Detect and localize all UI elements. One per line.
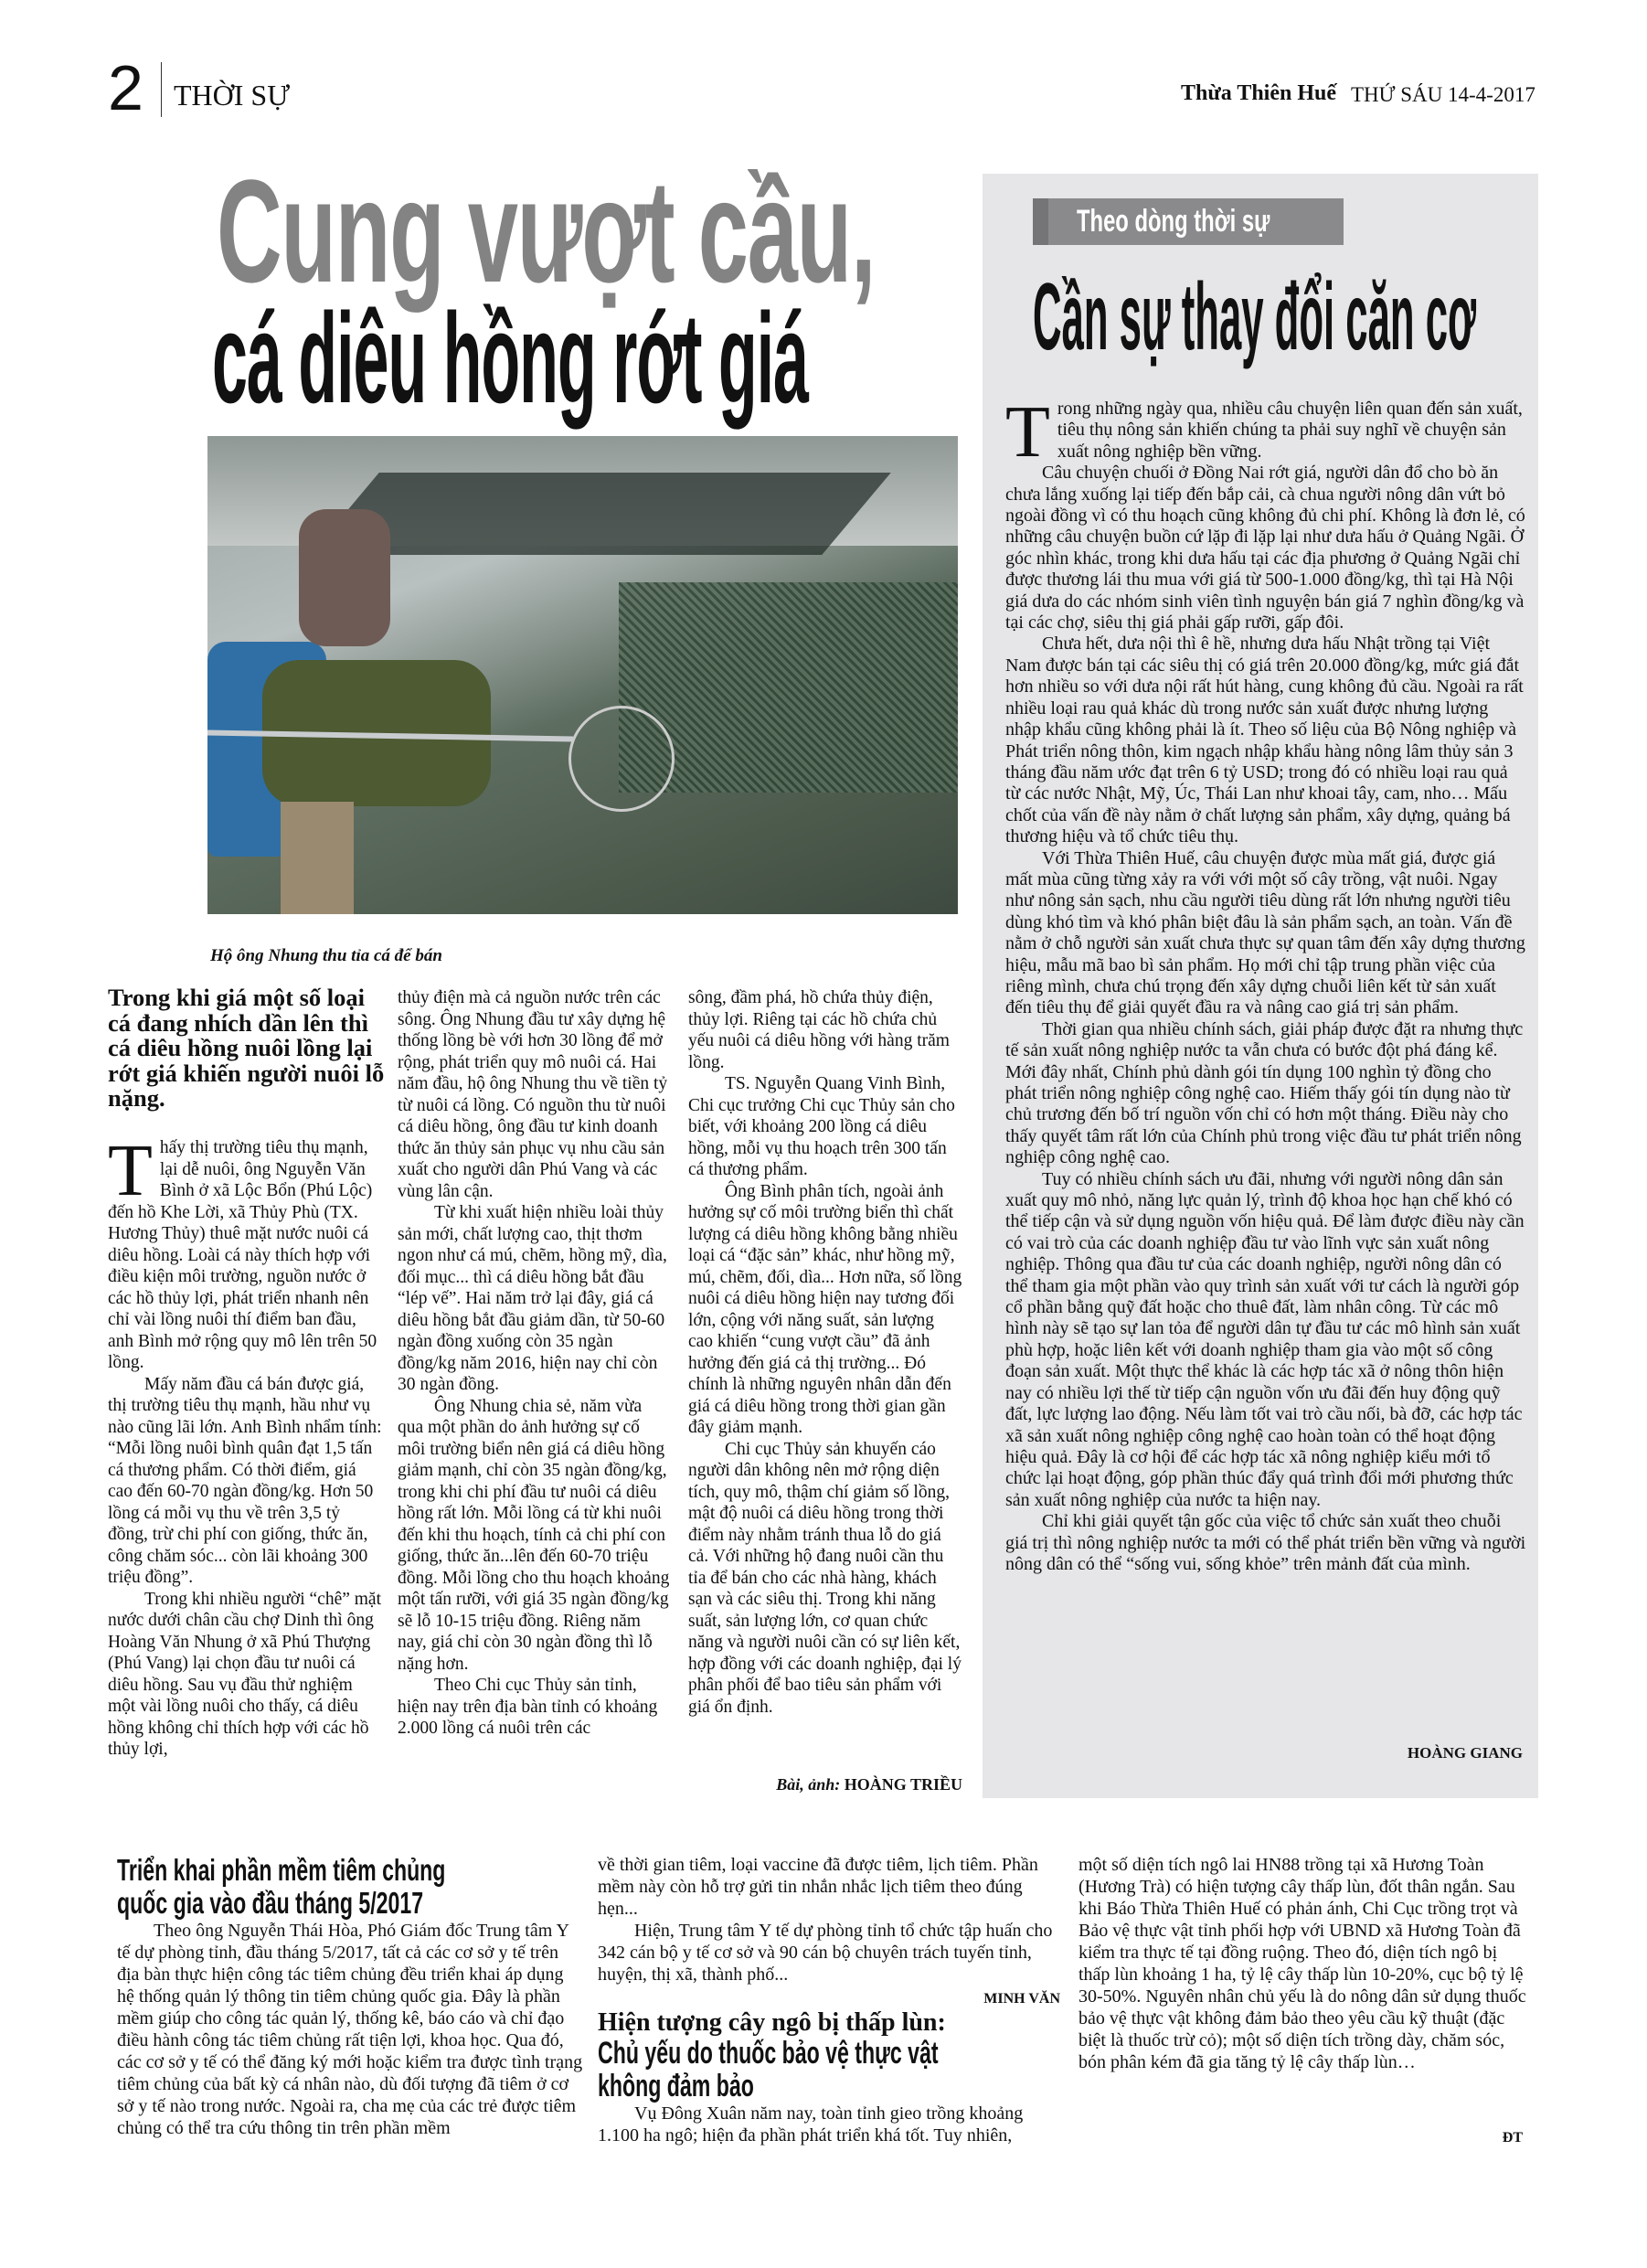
- paragraph-text: Ông Bình phân tích, ngoài ảnh hưởng sự cố môi trường biển thì chất lượng cá diêu hồng không bằng nhiều loại cá “đặc sản” khác, như hồng mỹ, mú, chẽm, đối, dìa... Hơn nữa, số lồng nuôi cá diêu hồng hiện nay tương đối lớn, cộng với năng suất, sản lượng cao khiến “cung vượt cầu” đã ảnh hưởng đến giá cả thị trường... Đó chính là những nguyên nhân dẫn đến giá cá diêu hồng trong thời gian gần đây giảm mạnh.: [688, 1181, 962, 1437]
- brief-paragraph: [598, 2103, 1059, 2146]
- article-paragraph: [688, 987, 962, 1073]
- sidebar-headline-wrap: [1033, 264, 1647, 370]
- paragraph-text: TS. Nguyễn Quang Vinh Bình, Chi cục trưởng Chi cục Thủy sản cho biết, với khoảng 200 lồng cá diêu hồng, mỗi vụ thu hoạch trên 300 tấn cá thương phẩm.: [688, 1074, 955, 1179]
- paragraph-text: Câu chuyện chuối ở Đồng Nai rớt giá, người dân đổ cho bò ăn chưa lắng xuống lại tiếp đến bắp cải, cà chua người nông dân vứt bỏ ngoài đồng vì có thu hoạch cũng không đủ chi phí. Không là đơn lẻ, có những câu chuyện buồn cứ lặp đi lặp lại như dưa hấu ở Quảng Ngãi. Ở góc nhìn khác, trong khi dưa hấu tại các địa phương ở Quảng Ngãi chỉ được thương lái thu mua với giá từ 500-1.000 đồng/kg, thì tại Hà Nội giá dưa do các nhóm sinh viên tình nguyện bán giá 7 nghìn đồng/kg và tại các chợ, siêu thị giá phải gấp rưỡi, gấp đôi.: [1005, 463, 1525, 634]
- brief1-headline-wrap: [117, 1854, 592, 1920]
- section-name: THỜI SỰ: [174, 79, 291, 112]
- paragraph-text: sông, đầm phá, hồ chứa thủy điện, thủy lợi. Riêng tại các hồ chứa chủ yếu nuôi cá diêu hồng với hàng trăm lồng.: [688, 988, 950, 1072]
- paragraph-text: rong những ngày qua, nhiều câu chuyện liên quan đến sản xuất, tiêu thụ nông sản khiến chúng ta phải suy nghĩ về chuyện sản xuất nông nghiệp bền vững.: [1057, 399, 1523, 462]
- brief2-headline-wrap: [598, 2037, 1059, 2103]
- paragraph-text: Vụ Đông Xuân năm nay, toàn tỉnh gieo trồng khoảng 1.100 ha ngô; hiện đa phần phát triển khá tốt. Tuy nhiên,: [598, 2103, 1024, 2146]
- sidebar-paragraph: [1005, 392, 1526, 473]
- paragraph-text: Theo ông Nguyễn Thái Hòa, Phó Giám đốc Trung tâm Y tế dự phòng tỉnh, đầu tháng 5/2017, tất cả các cơ sở y tế trên địa bàn thực hiện công tác tiêm chủng đều triển khai áp dụng hệ thống quản lý thông tin tiêm chủng quốc gia. Đây là phần mềm giúp cho công tác quản lý, thống kê, báo cáo và chỉ đạo điều hành công tác tiêm chủng rất tiện lợi, khoa học. Qua đó, các cơ sở y tế có thể đăng ký mới hoặc kiểm tra được tình trạng tiêm chủng của bất kỳ cá nhân nào, dù đối tượng đã tiêm ở cơ sở y tế nào trong nước. Ngoài ra, cha mẹ của các trẻ được tiêm chủng có thể tra cứu thông tin trên phần mềm: [117, 1921, 583, 2138]
- paragraph-text: Tuy có nhiều chính sách ưu đãi, nhưng với người nông dân sản xuất quy mô nhỏ, năng lực quản lý, trình độ khoa học hạn chế khó có thể tiếp cận và sử dụng nguồn vốn hiệu quả. Để làm được điều này cần có vai trò của các doanh nghiệp đầu tư vào lĩnh vực sản xuất nông nghiệp. Thông qua đầu tư của các doanh nghiệp, người nông dân có thể tham gia một phần vào quy trình sản xuất với tư cách là người góp cổ phần bằng quỹ đất hoặc cho thuê đất, làm nhân công. Từ các mô hình này sẽ tạo sự lan tỏa để người dân tự đầu tư các mô hình sản xuất phù hợp, hoặc liên kết với doanh nghiệp tham gia vào một số công đoạn sản xuất. Một thực thể khác là các hợp tác xã ở nông thôn hiện nay có nhiều lợi thế từ tiếp cận nguồn vốn ưu đãi đến huy động quỹ đất, lực lượng lao động. Nếu làm tốt vai trò cầu nối, bà đỡ, các hợp tác xã sản xuất nông nghiệp công nghệ cao hoàn toàn có thể hoạt động hiệu quả. Đây là cơ hội để các hợp tác xã nông nghiệp kiểu mới tổ chức lại hoạt động, góp phần thúc đẩy quá trình đổi mới phương thức sản xuất nông nghiệp của nước ta hiện nay.: [1005, 1168, 1525, 1510]
- sidebar-paragraph: [1005, 463, 1526, 634]
- sidebar-paragraph: [1005, 1169, 1526, 1512]
- paragraph-text: hấy thị trường tiêu thụ mạnh, lại dễ nuôi, ông Nguyễn Văn Bình ở xã Lộc Bổn (Phú Lộc) đến hồ Khe Lời, xã Thủy Phù (TX. Hương Thủy) thuê mặt nước nuôi cá diêu hồng. Loài cá này thích hợp với điều kiện môi trường, nguồn nước ở các hồ thủy lợi, phát triển nhanh nên chỉ vài lồng nuôi thí điểm ban đầu, anh Bình mở rộng quy mô lên trên 50 lồng.: [108, 1138, 377, 1372]
- photo-caption: Hộ ông Nhung thu tỉa cá để bán: [210, 946, 442, 965]
- brief-paragraph: [598, 1854, 1059, 1920]
- paragraph-text: một số diện tích ngô lai HN88 trồng tại xã Hương Toàn (Hương Trà) có hiện tượng cây thấp lùn, đốt thân ngắn. Sau khi Báo Thừa Thiên Huế có phản ánh, Chi Cục trồng trọt và Bảo vệ thực vật tỉnh phối hợp với UBND xã Hương Toàn đã kiểm tra thực tế tại đồng ruộng. Theo đó, diện tích ngô bị thấp lùn khoảng 1 ha, tỷ lệ cây thấp lùn 10-20%, cục bộ tỷ lệ 30-50%. Nguyên nhân chủ yếu là do nông dân sử dụng thuốc bảo vệ thực vật không đảm bảo theo yêu cầu kỹ thuật (đặc biệt là thuốc trừ cỏ); một số diện tích trồng dày, chăm sóc, bón phân kém đã gia tăng tỷ lệ cây thấp lùn…: [1079, 1855, 1526, 2072]
- brief-paragraph: [117, 1920, 583, 2139]
- article-paragraph: [688, 1073, 962, 1181]
- article-paragraph: [108, 1131, 382, 1374]
- article-byline: [688, 1775, 962, 1794]
- brief2-column-2: [1079, 1854, 1526, 2073]
- fish-farm-photo: [207, 436, 958, 914]
- brief2-author: ĐT: [1502, 2130, 1523, 2146]
- brief2-kicker: Hiện tượng cây ngô bị thấp lùn:: [598, 2008, 946, 2037]
- sidebar-tag: [1033, 198, 1344, 245]
- sidebar-paragraph: [1005, 1511, 1526, 1575]
- paragraph-text: Trong khi nhiều người “chê” mặt nước dưới chân cầu chợ Dinh thì ông Hoàng Văn Nhung ở xã Phú Thượng (Phú Vang) lại chọn đầu tư nuôi cá diêu hồng. Sau vụ đầu thử nghiệm một vài lồng nuôi cho thấy, cá diêu hồng không chỉ thích hợp với các hồ thủy lợi,: [108, 1589, 381, 1759]
- brief-paragraph: [598, 1920, 1059, 1986]
- article-paragraph: [398, 1202, 672, 1396]
- paragraph-text: Thời gian qua nhiều chính sách, giải pháp được đặt ra nhưng thực tế sản xuất nông nghiệp nước ta vẫn chưa có bước đột phá đáng kể. Mới đây nhất, Chính phủ dành gói tín dụng 100 nghìn tỷ đồng cho phát triển nông nghiệp công nghệ cao. Hiếm thấy gói tín dụng nào từ chủ trương đến bố trí nguồn vốn chỉ có hơn một tháng. Điều này cho thấy quyết tâm rất lớn của Chính phủ trong việc đầu tư phát triển nông nghiệp công nghệ cao.: [1005, 1018, 1524, 1168]
- sidebar-paragraph: [1005, 848, 1526, 1019]
- paragraph-text: thủy điện mà cả nguồn nước trên các sông. Ông Nhung đầu tư xây dựng hệ thống lồng bè với hơn 30 lồng để mở rộng, phát triển quy mô nuôi cá. Hai năm đầu, hộ ông Nhung thu về tiền tỷ từ nuôi cá lồng. Có nguồn thu từ nuôi cá diêu hồng, ông đầu tư kinh doanh thức ăn thủy sản phục vụ nhu cầu sản xuất cho người dân Phú Vang và các vùng lân cận.: [398, 988, 668, 1201]
- paragraph-text: Hiện, Trung tâm Y tế dự phòng tỉnh tổ chức tập huấn cho 342 cán bộ y tế cơ sở và 90 cán bộ chuyên trách tuyến tỉnh, huyện, thị xã, thành phố...: [598, 1921, 1053, 1985]
- paragraph-text: Chưa hết, dưa nội thì ê hề, nhưng dưa hấu Nhật trồng tại Việt Nam được bán tại các siêu thị có giá trên 20.000 đồng/kg, mức giá đắt hơn nhiều so với dưa nội rất hút hàng, cung không đủ cầu. Ngoài ra rất nhiều loại rau quả khác dù trong nước sản xuất được nhưng lượng nhập khẩu cũng không phải là ít. Theo số liệu của Bộ Nông nghiệp và Phát triển nông thôn, kim ngạch nhập khẩu hàng nông lâm thủy sản 3 tháng đầu năm ước đạt trên 6 tỷ USD; trong đó có nhiều loại rau quả từ các nước Nhật, Mỹ, Úc, Thái Lan như khoai tây, cam, nho… Mấu chốt của vấn đề này nằm ở chất lượng sản phẩm, xây dựng, quảng bá thương hiệu và tổ chức tiêu thụ.: [1005, 634, 1524, 847]
- brief1-headline: Triển khai phần mềm tiêm chủng quốc gia vào đầu tháng 5/2017: [117, 1853, 446, 1920]
- brief1-column-1: [117, 1920, 583, 2139]
- paragraph-text: Ông Nhung chia sẻ, năm vừa qua một phần do ảnh hưởng sự cố môi trường biển nên giá cá diêu hồng giảm mạnh, chỉ còn 35 ngàn đồng/kg, trong khi chi phí đầu tư nuôi cá diêu hồng rất lớn. Mỗi lồng cá từ khi nuôi đến khi thu hoạch, tính cả chi phí con giống, thức ăn...lên đến 60-70 triệu đồng. Mỗi lồng cho thu hoạch khoảng một tấn rưỡi, với giá 35 ngàn đồng/kg sẽ lỗ 10-15 triệu đồng. Riêng năm nay, giá chỉ còn 30 ngàn đồng thì lỗ nặng hơn.: [398, 1396, 670, 1674]
- sidebar-body: [1005, 392, 1526, 1575]
- brief-paragraph: [1079, 1854, 1526, 2073]
- paragraph-text: Chỉ khi giải quyết tận gốc của việc tổ chức sản xuất theo chuỗi giá trị thì nông nghiệp nước ta mới có thể phát triển bền vững và người nông dân có thể “sống vui, sống khỏe” trên mảnh đất của mình.: [1005, 1511, 1526, 1574]
- headline-line-1: Cung vượt cầu,: [217, 149, 876, 313]
- article-paragraph: [108, 1589, 382, 1761]
- sidebar-author: HOÀNG GIANG: [1407, 1744, 1523, 1762]
- page-number: 2: [108, 52, 143, 123]
- brief2-headline: Chủ yếu do thuốc bảo vệ thực vật không đảm bảo: [598, 2036, 939, 2103]
- sidebar-paragraph: [1005, 634, 1526, 847]
- article-paragraph: [398, 1675, 672, 1740]
- brief2-column-1: [598, 2103, 1059, 2146]
- sidebar-tag-label: Theo dòng thời sự: [1077, 204, 1270, 239]
- brief1-author: MINH VĂN: [983, 1991, 1060, 2007]
- byline-name: HOÀNG TRIỀU: [844, 1775, 962, 1794]
- article-paragraph: [688, 1181, 962, 1439]
- drop-cap: T: [108, 1131, 153, 1211]
- article-deck: Trong khi giá một số loại cá đang nhích dần lên thì cá diêu hồng nuôi lồng lại rớt giá khiến người nuôi lỗ nặng.: [108, 984, 385, 1112]
- paragraph-text: về thời gian tiêm, loại vaccine đã được tiêm, lịch tiêm. Phần mềm này còn hỗ trợ gửi tin nhắn nhắc lịch tiêm theo đúng hẹn...: [598, 1855, 1038, 1919]
- paragraph-text: Mấy năm đầu cá bán được giá, thị trường tiêu thụ mạnh, hầu như vụ nào cũng lãi lớn. Anh Bình nhẩm tính: “Mỗi lồng nuôi bình quân đạt 1,5 tấn cá thương phẩm. Có thời điểm, giá cao đến 60-70 ngàn đồng/kg. Hơn 50 lồng cá mỗi vụ thu về trên 3,5 tỷ đồng, trừ chi phí con giống, thức ăn, công chăm sóc... còn lãi khoảng 300 triệu đồng”.: [108, 1374, 382, 1587]
- article-column-3: [688, 987, 962, 1718]
- article-paragraph: [398, 1396, 672, 1676]
- paragraph-text: Theo Chi cục Thủy sản tỉnh, hiện nay trên địa bàn tỉnh có khoảng 2.000 lồng cá nuôi trên các: [398, 1676, 658, 1738]
- paragraph-text: Chi cục Thủy sản khuyến cáo người dân không nên mở rộng diện tích, quy mô, thậm chí giảm số lồng, mật độ nuôi cá diêu hồng trong thời điểm này nhằm tránh thua lỗ do giá cả. Với những hộ đang nuôi cần thu tỉa để bán cho các nhà hàng, khách sạn và các siêu thị. Trong khi năng suất, sản lượng lớn, cơ quan chức năng và người nuôi cần có sự liên kết, hợp đồng với các doanh nghiệp, đại lý phân phối để bao tiêu sản phẩm với giá ổn định.: [688, 1439, 962, 1717]
- article-paragraph: [688, 1439, 962, 1719]
- issue-date: THỨ SÁU 14-4-2017: [1351, 83, 1535, 106]
- drop-cap: T: [1005, 392, 1050, 473]
- sidebar-paragraph: [1005, 1019, 1526, 1169]
- paragraph-text: Với Thừa Thiên Huế, câu chuyện được mùa mất giá, được giá mất mùa cũng từng xảy ra với với một số cây trồng, vật nuôi. Ngay như nông sản sạch, nhu cầu người tiêu dùng rất lớn nhưng người tiêu dùng khó tìm và khó phân biệt đâu là sản phẩm sạch, an toàn. Vấn đề nằm ở chỗ người sản xuất chưa thực sự quan tâm đến xây dựng thương hiệu, mẫu mã bao bì sản phẩm. Họ mới chỉ tập trung phần việc của riêng mình, chưa chú trọng đến xây dựng chuỗi liên kết từ sản xuất đến tiêu thụ để giải quyết đầu ra và nâng cao giá trị sản phẩm.: [1005, 847, 1525, 1018]
- article-paragraph: [108, 1374, 382, 1589]
- headline-line-2: cá diêu hồng rớt giá: [212, 286, 809, 430]
- paragraph-text: Từ khi xuất hiện nhiều loài thủy sản mới, chất lượng cao, thịt thơm ngon như cá mú, chẽm, hồng mỹ, dìa, đối mục... thì cá diêu hồng bắt đầu “lép vế”. Hai năm trở lại đây, giá cá diêu hồng bắt đầu giảm dần, từ 50-60 ngàn đồng xuống còn 35 ngàn đồng/kg năm 2016, hiện nay chỉ còn 30 ngàn đồng.: [398, 1203, 667, 1394]
- article-column-2: [398, 987, 672, 1740]
- article-column-1: [108, 1131, 382, 1761]
- header-divider: [161, 62, 162, 117]
- sidebar-headline: Cần sự thay đổi căn cơ: [1033, 264, 1477, 370]
- paper-name: Thừa Thiên Huế: [1181, 81, 1337, 105]
- brief1-column-2: [598, 1854, 1059, 1986]
- byline-prefix: Bài, ảnh:: [776, 1775, 841, 1794]
- article-paragraph: [398, 987, 672, 1202]
